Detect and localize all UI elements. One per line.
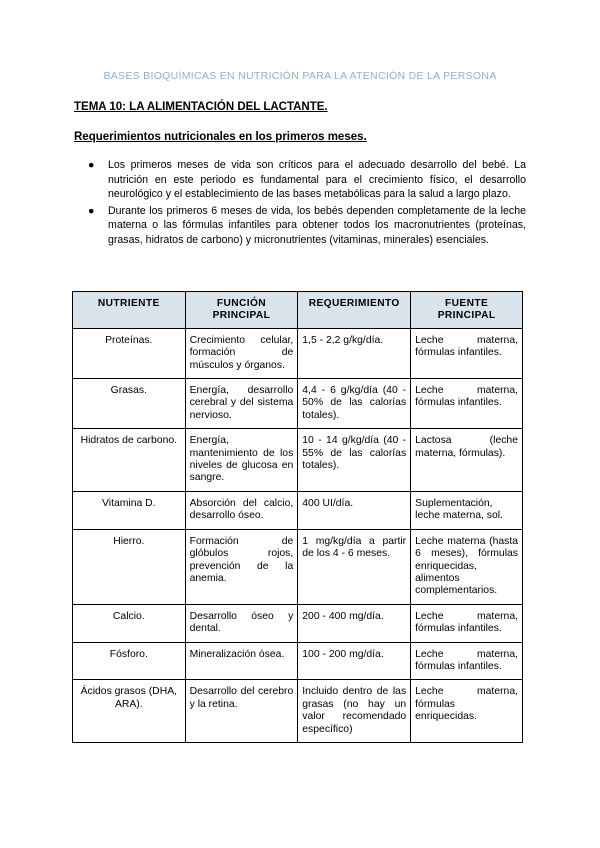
table-row (73, 491, 523, 529)
requirement-cell: 200 - 400 mg/día. (298, 604, 411, 642)
source-cell: Leche materna, fórmulas infantiles. (411, 379, 523, 429)
function-cell: Mineralización ósea. (185, 642, 298, 680)
bullet-icon: ● (88, 159, 95, 171)
function-cell: Absorción del calcio, desarrollo óseo. (185, 491, 298, 529)
nutrient-cell: Hierro. (73, 529, 186, 604)
function-cell: Energía, mantenimiento de los niveles de glucosa en sangre. (185, 429, 298, 492)
table-row (73, 680, 523, 743)
bullet-icon: ● (88, 204, 95, 217)
nutrient-cell: Proteínas. (73, 328, 186, 378)
requirement-cell: 1,5 - 2,2 g/kg/día. (298, 328, 411, 378)
column-header-requerimiento: REQUERIMIENTO (298, 292, 411, 329)
source-cell: Leche materna, fórmulas infantiles. (411, 328, 523, 378)
requirement-cell: 400 UI/día. (298, 491, 411, 529)
function-cell: Desarrollo óseo y dental. (185, 604, 298, 642)
nutrient-cell: Hidratos de carbono. (73, 429, 186, 492)
nutrient-cell: Grasas. (73, 379, 186, 429)
bullet-text: Durante los primeros 6 meses de vida, los bebés dependen completamente de la leche materna o las fórmulas infantiles para obtener todos los macronutrientes (proteínas, grasas, hidratos de carbono) y micronutrientes (vitaminas, minerales) esenciales. (108, 204, 526, 246)
table-header-row (73, 292, 523, 329)
section-title: Requerimientos nutricionales en los primeros meses. (74, 131, 367, 143)
function-cell: Desarrollo del cerebro y la retina. (185, 680, 298, 743)
nutrient-cell: Calcio. (73, 604, 186, 642)
running-header: BASES BIOQUÍMICAS EN NUTRICIÓN PARA LA ATENCIÓN DE LA PERSONA (103, 70, 497, 82)
column-header-nutriente: NUTRIENTE (73, 292, 186, 329)
requirement-cell: 1 mg/kg/día a partir de los 4 - 6 meses. (298, 529, 411, 604)
source-cell: Leche materna, fórmulas infantiles. (411, 604, 523, 642)
table-row (73, 379, 523, 429)
column-header-fuente: FUENTE PRINCIPAL (411, 292, 523, 329)
requirement-cell: 4,4 - 6 g/kg/día (40 - 50% de las calorías totales). (298, 379, 411, 429)
nutrient-cell: Vitamina D. (73, 491, 186, 529)
source-cell: Suplementación, leche materna, sol. (411, 491, 523, 529)
table-row (73, 328, 523, 378)
list-item (74, 204, 526, 248)
function-cell: Crecimiento celular, formación de músculos y órganos. (185, 328, 298, 378)
function-cell: Formación de glóbulos rojos, prevención de la anemia. (185, 529, 298, 604)
list-item (74, 158, 526, 202)
nutrient-cell: Ácidos grasos (DHA, ARA). (73, 680, 186, 743)
bullet-text: Los primeros meses de vida son críticos para el adecuado desarrollo del bebé. La nutrición en este periodo es fundamental para el crecimiento físico, el desarrollo neurológico y el establecimiento de las bases metabólicas para la salud a largo plazo. (108, 159, 526, 201)
table-row (73, 604, 523, 642)
requirement-cell: Incluido dentro de las grasas (no hay un valor recomendado específico) (298, 680, 411, 743)
bullet-list (74, 158, 526, 250)
nutrients-table (72, 291, 523, 743)
table-row (73, 642, 523, 680)
function-cell: Energía, desarrollo cerebral y del sistema nervioso. (185, 379, 298, 429)
source-cell: Leche materna, fórmulas enriquecidas. (411, 680, 523, 743)
column-header-funcion: FUNCIÓN PRINCIPAL (185, 292, 298, 329)
source-cell: Leche materna, fórmulas infantiles. (411, 642, 523, 680)
requirement-cell: 100 - 200 mg/día. (298, 642, 411, 680)
topic-title: TEMA 10: LA ALIMENTACIÓN DEL LACTANTE. (74, 101, 328, 113)
source-cell: Lactosa (leche materna, fórmulas). (411, 429, 523, 492)
requirement-cell: 10 - 14 g/kg/día (40 - 55% de las calorías totales). (298, 429, 411, 492)
source-cell: Leche materna (hasta 6 meses), fórmulas enriquecidas, alimentos complementarios. (411, 529, 523, 604)
nutrient-cell: Fósforo. (73, 642, 186, 680)
table-row (73, 429, 523, 492)
table-row (73, 529, 523, 604)
